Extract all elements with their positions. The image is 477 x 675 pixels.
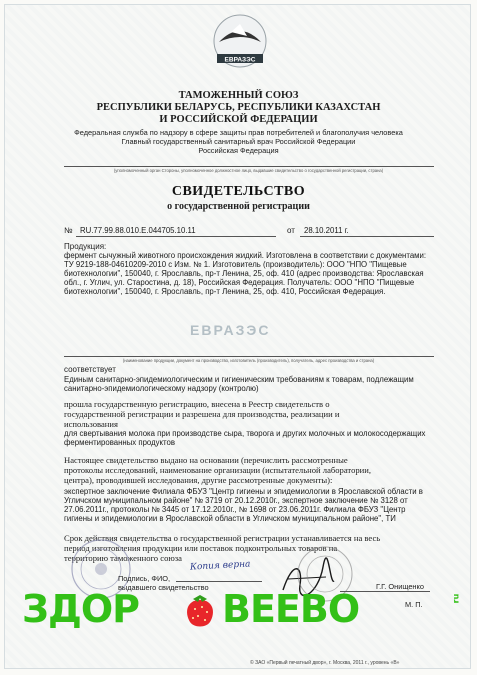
basis-fill-3: 27.06.2011г., протоколы № 3445 от 17.12.2010г., № 1698 от 23.06.2011г. Филиала ФБУЗ "Центр	[64, 505, 406, 514]
product-line-4: обл., г. Углич, ул. Старостина, д. 18), Российская Федерация. Получатель: ООО "НПО "Пищевые	[64, 278, 415, 287]
eurasec-logo	[209, 12, 271, 70]
usage-line-1: для свертывания молока при производстве сыра, творога и других молочных и молокосодержащих	[64, 429, 426, 438]
authority-line-2: Главный государственный санитарный врач Российской Федерации	[121, 137, 356, 146]
signature-label-1: Подпись, ФИО,	[118, 574, 171, 583]
basis-line-2: протоколы исследований, наименование организации (испытательной лаборатории,	[64, 465, 372, 475]
signatory-name: Г.Г. Онищенко	[376, 582, 424, 591]
strawberry-icon	[180, 592, 220, 632]
document-title: СВИДЕТЕЛЬСТВО	[171, 184, 306, 199]
registration-line-2: государственной регистрации и разрешена для производства, реализации и	[64, 409, 340, 419]
product-line-1: фермент сычужный животного происхождения жидкий. Изготовлена в соответствии с документами:	[64, 251, 427, 260]
basis-fill-2: Угличском муниципальном районе" № 3719 от 20.12.2010г., экспертное заключение № 3128 от	[64, 496, 408, 505]
date-label: от	[287, 226, 295, 235]
registration-line-3: использования	[64, 419, 118, 429]
banner-left-text: ЗДОР	[22, 587, 139, 631]
basis-line-1: Настоящее свидетельство выдано на основании (перечислить рассмотренные	[64, 455, 348, 465]
document-subtitle: о государственной регистрации	[167, 201, 310, 212]
registration-line-1: прошла государственную регистрацию, внесена в Реестр свидетельств о	[64, 399, 330, 409]
printer-footer: © ЗАО «Первый печатный двор», г. Москва, 2011 г., уровень «В»	[250, 660, 400, 666]
product-line-2: ТУ 9219-188-04610209-2010 с Изм. № 1. Изготовитель (производитель): ООО "НПО "Пищевые	[64, 260, 407, 269]
product-line-3: биотехнологии", 150040, г. Ярославль, пр-т Ленина, 25, оф. 410 (адрес производства: Ярославская	[64, 269, 424, 278]
date-rule	[300, 236, 434, 237]
authority-line-3: Российская Федерация	[198, 146, 279, 155]
usage-line-2: ферментированных продуктов	[64, 438, 175, 447]
validity-line-2: период изготовления продукции или поставок подконтрольных товаров на	[64, 543, 338, 553]
validity-line-3: территорию таможенного союза	[64, 553, 182, 563]
header-line-3: И РОССИЙСКОЙ ФЕДЕРАЦИИ	[159, 114, 318, 125]
compliance-line-1: Единым санитарно-эпидемиологическим и гигиеническим требованиям к товарам, подлежащим	[64, 375, 414, 384]
authority-line-1: Федеральная служба по надзору в сфере защиты прав потребителей и благополучия человека	[74, 128, 403, 137]
logo-text: ЕВРАЗЭС	[224, 56, 256, 64]
number-label: №	[64, 226, 73, 235]
eurasec-watermark: ЕВРАЗЭС	[190, 322, 271, 338]
banner-domain: ru	[451, 593, 461, 604]
compliance-label: соответствует	[64, 365, 116, 374]
authority-rule	[64, 166, 434, 167]
number-rule	[76, 236, 276, 237]
seal-place: М. П.	[405, 600, 423, 609]
product-caption: (наименование продукции, документ на производство, изготовитель (производитель), получатель, адрес производства и страна)	[122, 358, 375, 363]
authority-caption: (уполномоченный орган Стороны, уполномоченное должностное лицо, выдавшие свидетельство о государственной регистрации, страна)	[113, 168, 384, 173]
validity-line-1: Срок действия свидетельства о государственной регистрации устанавливается на весь	[64, 533, 381, 543]
compliance-line-2: санитарно-эпидемиологическому надзору (контролю)	[64, 384, 259, 393]
header-line-2: РЕСПУБЛИКИ БЕЛАРУСЬ, РЕСПУБЛИКИ КАЗАХСТАН	[96, 102, 381, 113]
basis-fill-4: гигиены и эпидемиологии в Ярославской области в Угличском муниципальном районе", ТИ	[64, 514, 396, 523]
signature-label-2: выдавшего свидетельство	[118, 583, 209, 592]
copy-note: Копия верна	[189, 559, 251, 573]
signature-rule	[176, 581, 262, 582]
registration-date: 28.10.2011 г.	[304, 226, 349, 235]
banner-right-text: ВЕЕВО	[222, 587, 360, 631]
product-label: Продукция:	[64, 242, 107, 251]
product-line-5: биотехнологии", 150040, г. Ярославль, пр-т Ленина, 25, оф. 410, Российская Федерация.	[64, 287, 386, 296]
header-line-1: ТАМОЖЕННЫЙ СОЮЗ	[178, 90, 299, 101]
basis-line-3: центра), проводившей исследования, другие рассмотренные документы):	[64, 475, 333, 485]
registration-number: RU.77.99.88.010.Е.044705.10.11	[80, 226, 196, 235]
basis-fill-1: экспертное заключение Филиала ФБУЗ "Центр гигиены и эпидемиологии в Ярославской области в	[64, 487, 423, 496]
